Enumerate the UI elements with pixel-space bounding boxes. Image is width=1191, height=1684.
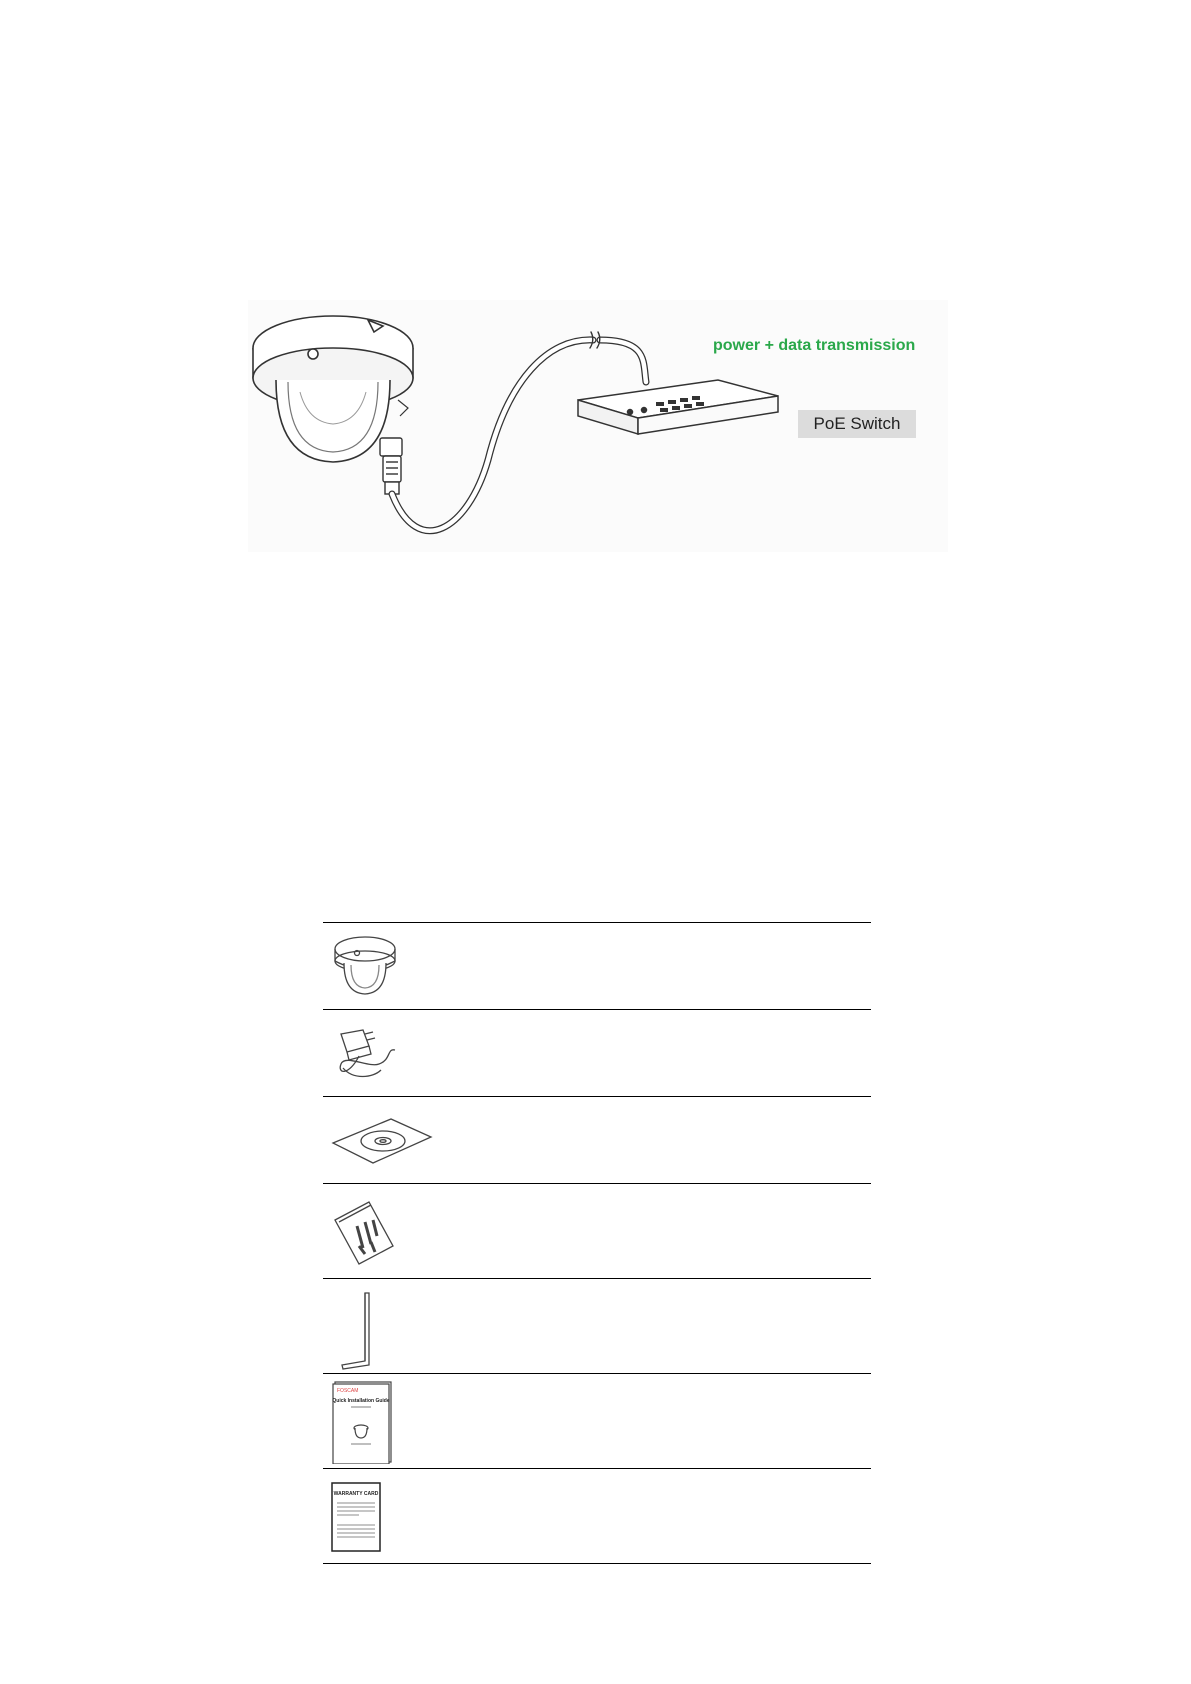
svg-text:FOSCAM: FOSCAM: [337, 1388, 359, 1394]
list-item: [323, 923, 871, 1010]
warranty-card-icon: [329, 1481, 383, 1558]
list-item: [323, 1184, 871, 1279]
packing-list-table: [323, 922, 871, 1564]
poe-connection-diagram: [248, 300, 948, 552]
poe-switch-label: PoE Switch: [798, 410, 916, 438]
list-item: [323, 1279, 871, 1374]
dome-camera-icon: [329, 933, 401, 1004]
list-item: [323, 1469, 871, 1564]
guide-cover-title: Quick Installation Guide: [332, 1398, 390, 1404]
ethernet-cable-illustration: [392, 332, 646, 531]
poe-switch-illustration: [578, 380, 778, 434]
power-adapter-icon: [329, 1024, 401, 1089]
diagram-caption: power + data transmission: [713, 337, 916, 354]
warranty-cover-title: WARRANTY CARD: [333, 1491, 379, 1497]
installation-guide-icon: [329, 1380, 393, 1469]
list-item: [323, 1010, 871, 1097]
list-item: [323, 1374, 871, 1469]
list-item: [323, 1097, 871, 1184]
cd-icon: [329, 1111, 433, 1174]
hex-key-icon: [329, 1289, 389, 1376]
screw-pack-icon: [329, 1196, 399, 1271]
rj45-connector-illustration: [380, 438, 402, 494]
